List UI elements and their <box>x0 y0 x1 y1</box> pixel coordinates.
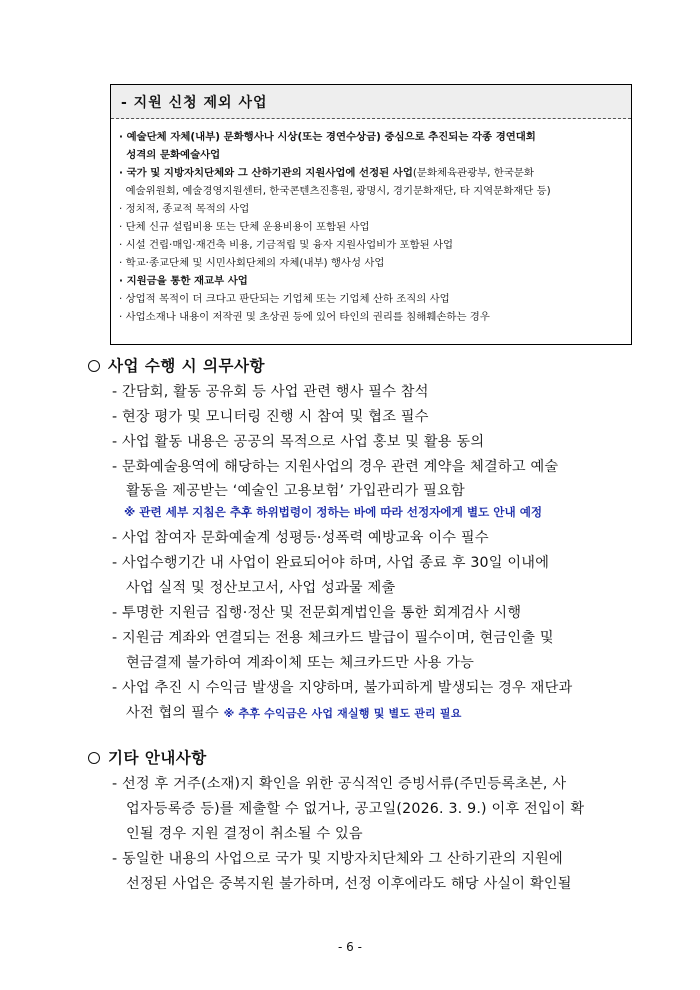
exclusion-item-text: (문화체육관광부, 한국문화 <box>412 167 534 179</box>
exclusion-item-text: · 상업적 목적이 더 크다고 판단되는 기업체 또는 기업체 산하 조직의 사업 <box>119 293 450 305</box>
exclusion-item-text: · 지원금을 통한 재교부 사업 <box>119 275 248 287</box>
obligation-line: - 간담회, 활동 공유회 등 사업 관련 행사 필수 참석 <box>112 384 429 400</box>
obligation-line: 현금결제 불가하여 계좌이체 또는 체크카드만 사용 가능 <box>126 655 475 671</box>
exclusion-item-text: · 단체 신규 설립비용 또는 단체 운용비용이 포함된 사업 <box>119 221 370 233</box>
other-line: 인될 경우 지원 결정이 취소될 수 있음 <box>126 826 363 842</box>
obligation-text: 사전 협의 필수 <box>126 705 224 721</box>
circle-bullet-icon <box>88 360 100 372</box>
exclusion-item-text: 성격의 문화예술사업 <box>119 149 221 161</box>
exclusion-item-text: 예술위원회, 예술경영지원센터, 한국콘텐츠진흥원, 광명시, 경기문화재단, 타 지역문화재단 등) <box>119 185 551 197</box>
exclusion-item-text: · 학교·종교단체 및 시민사회단체의 자체(내부) 행사성 사업 <box>119 257 385 269</box>
exclusion-item <box>119 308 625 326</box>
obligation-line: 활동을 제공받는 ‘예술인 고용보험’ 가입관리가 필요함 <box>126 483 465 499</box>
exclusion-item-text: · 사업소재나 내용이 저작권 및 초상권 등에 있어 타인의 권리를 침해훼손하는 경우 <box>119 311 490 323</box>
other-line: 업자등록증 등)를 제출할 수 없거나, 공고일(2026. 3. 9.) 이후 전입이 확 <box>126 801 585 817</box>
exclusion-item-text: · 국가 및 지방자치단체와 그 산하기관의 지원사업에 선정된 사업 <box>119 167 413 179</box>
exclusion-item <box>119 218 625 236</box>
exclusion-item <box>119 272 625 290</box>
exclusion-item <box>119 254 625 272</box>
exclusion-item <box>119 182 625 200</box>
obligation-line: - 사업수행기간 내 사업이 완료되어야 하며, 사업 종료 후 30일 이내에 <box>112 555 550 571</box>
obligation-line: - 사업 추진 시 수익금 발생을 지양하며, 불가피하게 발생되는 경우 재단과 <box>112 680 573 696</box>
exclusion-item <box>119 290 625 308</box>
obligation-line: - 사업 참여자 문화예술계 성평등·성폭력 예방교육 이수 필수 <box>112 530 489 546</box>
exclusion-item <box>119 164 625 182</box>
obligation-line: - 지원금 계좌와 연결되는 전용 체크카드 발급이 필수이며, 현금인출 및 <box>112 630 554 646</box>
obligation-line <box>126 702 462 722</box>
exclusion-item <box>119 200 625 218</box>
section-title-text: 기타 안내사항 <box>108 749 207 767</box>
exclusion-box <box>110 84 632 345</box>
exclusion-item <box>119 146 625 164</box>
exclusion-item-text: · 정치적, 종교적 목적의 사업 <box>119 203 250 215</box>
obligation-line: - 투명한 지원금 집행·정산 및 전문회계법인을 통한 회계검사 시행 <box>112 605 522 621</box>
section-title-other <box>88 746 207 768</box>
obligation-line: - 현장 평가 및 모니터링 진행 시 참여 및 협조 필수 <box>112 409 429 425</box>
page-number: - 6 - <box>338 940 362 954</box>
obligation-line: 사업 실적 및 정산보고서, 사업 성과물 제출 <box>126 580 396 596</box>
exclusion-item <box>119 236 625 254</box>
circle-bullet-icon <box>88 752 100 764</box>
exclusion-list <box>111 119 631 326</box>
section-title-text: 사업 수행 시 의무사항 <box>108 357 265 375</box>
exclusion-box-title: - 지원 신청 제외 사업 <box>111 85 631 119</box>
obligation-line: - 문화예술용역에 해당하는 지원사업의 경우 관련 계약을 체결하고 예술 <box>112 459 559 475</box>
other-line: 선정된 사업은 중복지원 불가하며, 선정 이후에라도 해당 사실이 확인될 <box>126 876 572 892</box>
section-title-obligations <box>88 354 265 376</box>
exclusion-item-text: · 시설 건립·매입·재건축 비용, 기금적립 및 융자 지원사업비가 포함된 사업 <box>119 239 454 251</box>
note-inline-text: ※ 추후 수익금은 사업 재실행 및 별도 관리 필요 <box>223 707 462 720</box>
exclusion-item-text: · 예술단체 자체(내부) 문화행사나 시상(또는 경연수상금) 중심으로 추진되는 각종 경연대회 <box>119 131 536 143</box>
note-text: ※ 관련 세부 지침은 추후 하위법령이 정하는 바에 따라 선정자에게 별도 안내 예정 <box>124 505 543 519</box>
exclusion-item <box>119 128 625 146</box>
obligation-line: - 사업 활동 내용은 공공의 목적으로 사업 홍보 및 활용 동의 <box>112 434 485 450</box>
other-line: - 동일한 내용의 사업으로 국가 및 지방자치단체와 그 산하기관의 지원에 <box>112 851 563 867</box>
other-line: - 선정 후 거주(소재)지 확인을 위한 공식적인 증빙서류(주민등록초본, 사 <box>112 776 567 792</box>
